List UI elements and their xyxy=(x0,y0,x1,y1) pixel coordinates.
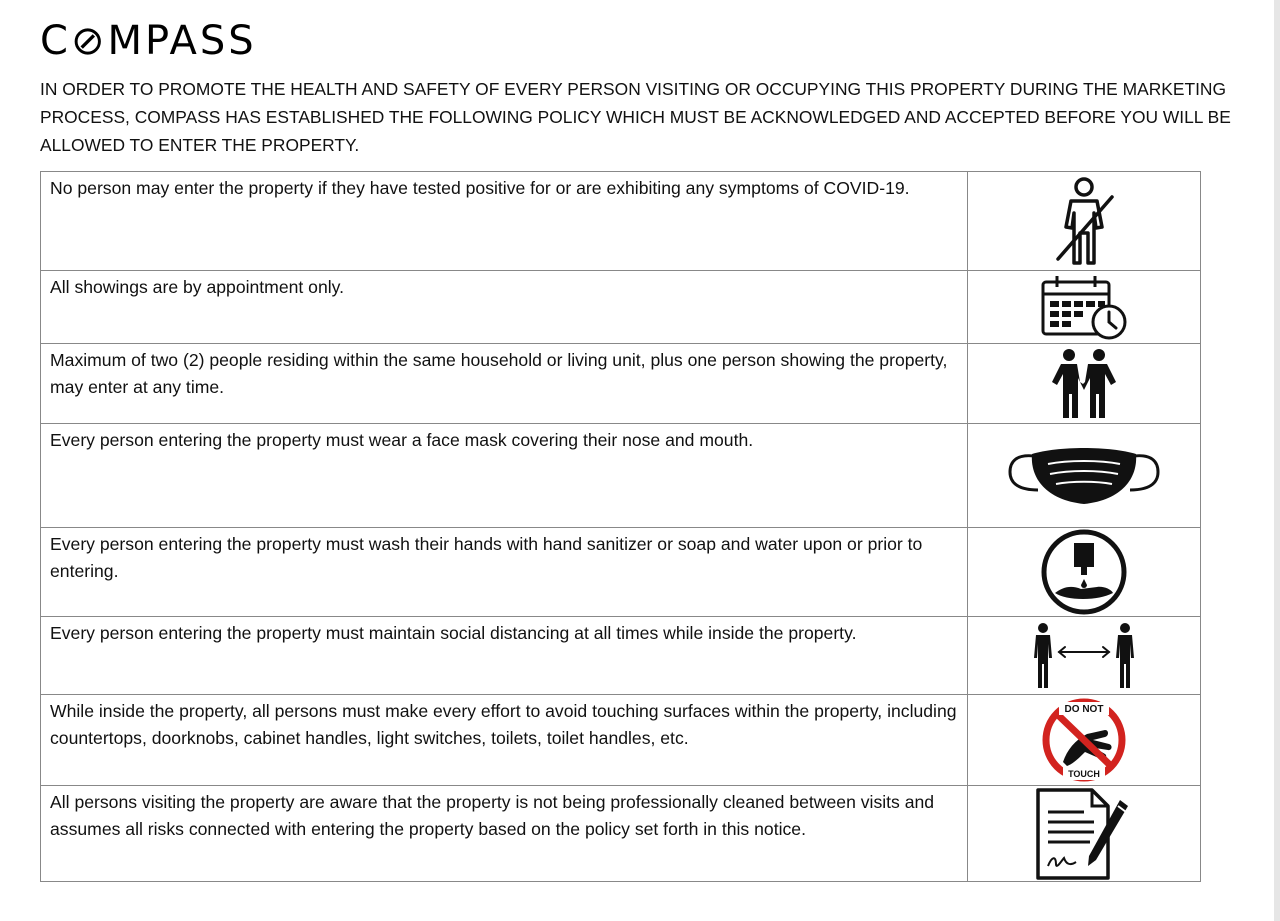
logo-wordmark xyxy=(40,16,257,66)
policy-text-occupancy: Maximum of two (2) people residing within the same household or living unit, plus one person showing the property, may enter at any time. xyxy=(41,344,968,424)
policy-row-appointment xyxy=(41,271,1201,344)
policy-row-social-distancing xyxy=(41,617,1201,695)
policy-row-occupancy xyxy=(41,344,1201,424)
two-people-icon xyxy=(1044,348,1124,420)
policy-icon-cell xyxy=(968,344,1201,424)
policy-icon-cell xyxy=(968,617,1201,695)
policy-icon-cell xyxy=(968,271,1201,344)
hand-sanitizer-icon xyxy=(1041,529,1127,615)
policy-text-no-touching: While inside the property, all persons must make every effort to avoid touching surfaces within the property, including countertops, doorknobs, cabinet handles, light switches, toilets, toilet handles, etc. xyxy=(41,695,968,786)
intro-statement: IN ORDER TO PROMOTE THE HEALTH AND SAFETY OF EVERY PERSON VISITING OR OCCUPYING THIS PROPERTY DURING THE MARKETING PROCESS, COMPASS HAS ESTABLISHED THE FOLLOWING POLICY WHICH MUST BE ACKNOWLEDGED AND ACCEPTED BEFORE YOU WILL BE ALLOWED TO ENTER THE PROPERTY. xyxy=(40,79,1231,155)
social-distancing-icon xyxy=(1031,622,1137,690)
policy-table xyxy=(40,171,1201,882)
policy-icon-cell xyxy=(968,424,1201,528)
policy-text-symptoms: No person may enter the property if they have tested positive for or are exhibiting any symptoms of COVID-19. xyxy=(41,172,968,271)
policy-row-no-touching xyxy=(41,695,1201,786)
policy-icon-cell xyxy=(968,172,1201,271)
policy-text-wash-hands: Every person entering the property must wash their hands with hand sanitizer or soap and water upon or prior to entering. xyxy=(41,528,968,617)
do-not-touch-icon xyxy=(1039,698,1129,782)
signed-document-icon xyxy=(1034,786,1134,882)
policy-text-appointment: All showings are by appointment only. xyxy=(41,271,968,344)
policy-icon-cell xyxy=(968,528,1201,617)
logo-letters-mpass: MPASS xyxy=(107,18,257,64)
touch-label: TOUCH xyxy=(1068,769,1100,779)
no-sick-person-icon xyxy=(1044,175,1124,267)
policy-icon-cell xyxy=(968,695,1201,786)
face-mask-icon xyxy=(1008,444,1160,508)
policy-text-cleaning-risk: All persons visiting the property are aware that the property is not being professionally cleaned between visits and assumes all risks connected with entering the property based on the policy set forth in this notice. xyxy=(41,786,968,882)
compass-logo xyxy=(40,16,257,66)
policy-row-face-mask xyxy=(41,424,1201,528)
calendar-clock-icon xyxy=(1039,274,1129,340)
do-not-label: DO NOT xyxy=(1064,704,1104,715)
policy-row-cleaning-risk xyxy=(41,786,1201,882)
policy-row-wash-hands xyxy=(41,528,1201,617)
page-edge xyxy=(1274,0,1280,921)
logo-compass-mark: ⊘ xyxy=(70,18,108,64)
policy-icon-cell xyxy=(968,786,1201,882)
policy-row-symptoms xyxy=(41,172,1201,271)
logo-letter-c: C xyxy=(40,18,71,64)
policy-text-social-distancing: Every person entering the property must maintain social distancing at all times while inside the property. xyxy=(41,617,968,695)
policy-text-face-mask: Every person entering the property must wear a face mask covering their nose and mouth. xyxy=(41,424,968,528)
